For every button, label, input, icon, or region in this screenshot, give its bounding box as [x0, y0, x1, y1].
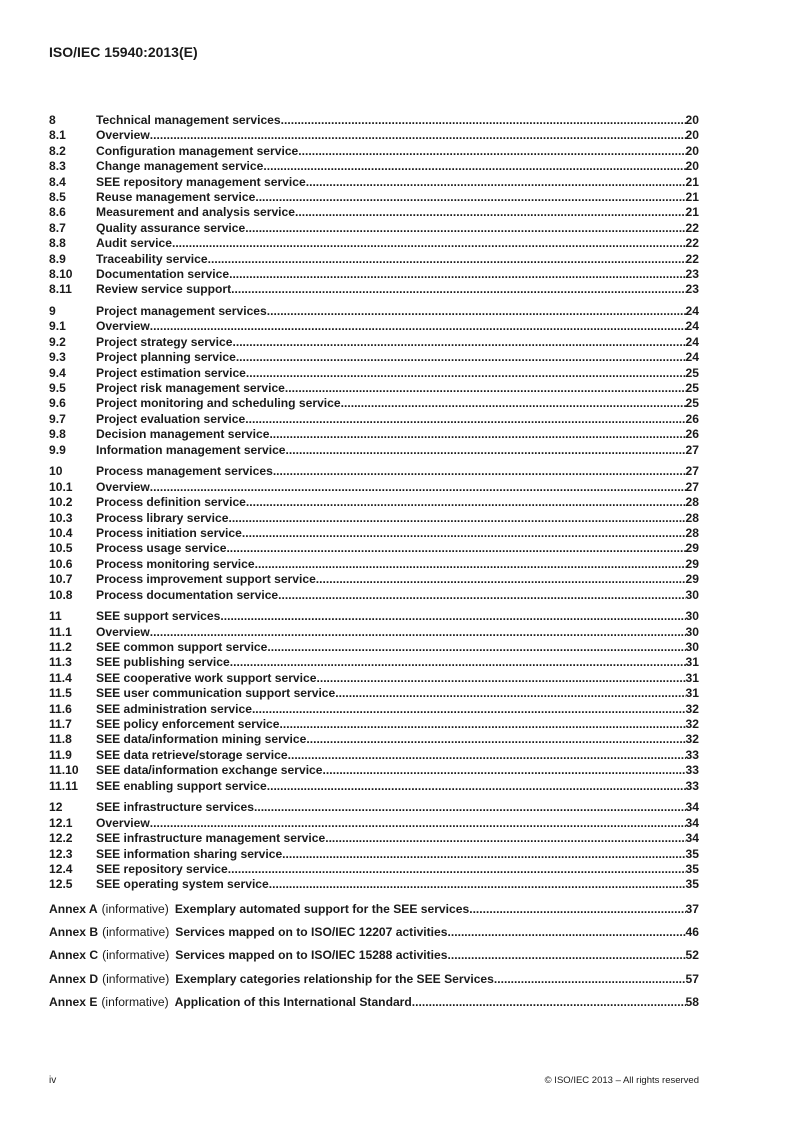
- dot-leader: [306, 732, 685, 747]
- toc-entry[interactable]: [49, 748, 699, 763]
- toc-entry-title: SEE common support service: [96, 640, 268, 655]
- toc-entry[interactable]: [49, 113, 699, 128]
- dot-leader: [335, 686, 685, 701]
- toc-entry-number: 11.5: [49, 686, 72, 701]
- toc-entry-number: 12.1: [49, 815, 73, 830]
- annex-label: Annex D: [49, 971, 99, 986]
- dot-leader: [316, 671, 685, 686]
- dot-leader: [448, 948, 686, 963]
- toc-entry[interactable]: [49, 702, 699, 717]
- toc-entry-page: 35: [685, 877, 699, 892]
- toc-entry-page: 22: [685, 220, 699, 235]
- dot-leader: [150, 128, 686, 143]
- toc-entry-number: 9.2: [49, 334, 66, 349]
- toc-entry[interactable]: [49, 267, 699, 282]
- toc-entry-title: SEE support services: [96, 609, 221, 624]
- dot-leader: [278, 588, 685, 603]
- dot-leader: [172, 236, 686, 251]
- toc-entry-page: 20: [685, 159, 699, 174]
- toc-entry[interactable]: [49, 236, 699, 251]
- toc-entry-title: SEE operating system service: [96, 877, 269, 892]
- annex-title: Exemplary automated support for the SEE services: [174, 902, 470, 916]
- toc-entry[interactable]: [49, 495, 699, 510]
- annex-page: 52: [685, 948, 699, 963]
- toc-entry-title: Project evaluation service: [96, 411, 246, 426]
- toc-entry-title: Process library service: [96, 510, 229, 525]
- toc-entry-title: Overview: [96, 624, 150, 639]
- dot-leader: [494, 972, 686, 987]
- annex-title: Services mapped on to ISO/IEC 12207 activities: [175, 925, 448, 940]
- toc-entry-title: Project estimation service: [96, 365, 246, 380]
- toc-entry-title: Overview: [96, 815, 150, 830]
- toc-entry-page: 26: [685, 427, 699, 442]
- annex-page: 37: [685, 902, 699, 916]
- toc-entry-page: 20: [685, 128, 699, 143]
- dot-leader: [232, 335, 685, 350]
- toc-entry-page: 27: [685, 464, 699, 479]
- toc-entry-title: Process initiation service: [96, 525, 242, 540]
- toc-entry-title: SEE repository management service: [96, 174, 306, 189]
- toc-entry[interactable]: [49, 541, 699, 556]
- toc-entry-number: 8.5: [49, 189, 66, 204]
- dot-leader: [245, 412, 685, 427]
- toc-entry-page: 24: [685, 350, 699, 365]
- toc-entry-number: 11.3: [49, 655, 72, 670]
- toc-entry-title: Quality assurance service: [96, 220, 246, 235]
- annex-page: 57: [685, 971, 699, 986]
- dot-leader: [267, 304, 686, 319]
- toc-entry[interactable]: [49, 831, 699, 846]
- toc-entry-number: 9: [49, 304, 56, 319]
- dot-leader: [306, 175, 686, 190]
- toc-entry-number: 11.4: [49, 670, 72, 685]
- dot-leader: [281, 113, 686, 128]
- toc-entry-title: Process improvement support service: [96, 572, 316, 587]
- toc-entry-title: SEE data/information exchange service: [96, 763, 323, 778]
- document-id-header: ISO/IEC 15940:2013(E): [49, 44, 198, 60]
- dot-leader: [150, 480, 686, 495]
- dot-leader: [323, 763, 686, 778]
- annex-title: Exemplary categories relationship for the SEE Services: [175, 971, 494, 986]
- toc-entry-page: 23: [685, 266, 699, 281]
- toc-entry-page: 21: [685, 174, 699, 189]
- dot-leader: [228, 511, 685, 526]
- toc-entry[interactable]: [49, 655, 699, 670]
- toc-entry[interactable]: [49, 640, 699, 655]
- toc-entry[interactable]: [49, 128, 699, 143]
- toc-entry-number: 9.7: [49, 411, 66, 426]
- toc-entry-title: SEE data retrieve/storage service: [96, 747, 288, 762]
- toc-entry-number: 11.8: [49, 732, 72, 747]
- dot-leader: [228, 862, 686, 877]
- toc-entry-page: 31: [685, 655, 699, 670]
- annex-type: (informative): [101, 994, 169, 1009]
- annex-type: (informative): [102, 925, 170, 940]
- toc-entry-page: 32: [685, 701, 699, 716]
- toc-entry[interactable]: [49, 800, 699, 815]
- annex-label: Annex B: [49, 925, 99, 940]
- toc-entry[interactable]: [49, 282, 699, 297]
- toc-entry-title: Project strategy service: [96, 334, 233, 349]
- toc-entry[interactable]: [49, 319, 699, 334]
- toc-entry-page: 34: [685, 831, 699, 846]
- toc-entry[interactable]: [49, 190, 699, 205]
- annex-entry[interactable]: [49, 902, 699, 925]
- dot-leader: [229, 267, 685, 282]
- dot-leader: [242, 526, 686, 541]
- toc-entry-page: 35: [685, 861, 699, 876]
- dot-leader: [231, 282, 685, 297]
- toc-entry-number: 10.3: [49, 510, 73, 525]
- toc-entry-number: 10.5: [49, 541, 73, 556]
- toc-entry-number: 10: [49, 464, 63, 479]
- toc-entry-number: 8.8: [49, 236, 66, 251]
- annex-page: 58: [685, 994, 699, 1009]
- dot-leader: [448, 925, 686, 940]
- annex-label: Annex E: [49, 994, 98, 1009]
- toc-entry-title: Project risk management service: [96, 381, 285, 396]
- dot-leader: [286, 443, 686, 458]
- toc-section-8: [49, 113, 699, 298]
- toc-entry-number: 8.10: [49, 266, 73, 281]
- toc-entry-title: Overview: [96, 128, 150, 143]
- toc-entry-number: 11.9: [49, 747, 72, 762]
- toc-entry[interactable]: [49, 557, 699, 572]
- toc-entry-number: 11.2: [49, 640, 72, 655]
- toc-entry-title: SEE data/information mining service: [96, 732, 307, 747]
- toc-entry-page: 25: [685, 381, 699, 396]
- toc-entry-page: 22: [685, 236, 699, 251]
- toc-entry-number: 8.2: [49, 143, 66, 158]
- toc-entry-number: 12.2: [49, 831, 73, 846]
- toc-entry[interactable]: [49, 732, 699, 747]
- toc-entry-number: 11.6: [49, 701, 72, 716]
- toc-entry-title: SEE information sharing service: [96, 846, 283, 861]
- dot-leader: [285, 381, 686, 396]
- annex-entry[interactable]: [49, 948, 699, 971]
- toc-entry[interactable]: [49, 144, 699, 159]
- dot-leader: [254, 800, 686, 815]
- toc-entry-page: 23: [685, 282, 699, 297]
- toc-entry[interactable]: [49, 304, 699, 319]
- toc-entry-number: 8.9: [49, 251, 66, 266]
- toc-entry-title: Project management services: [96, 304, 267, 319]
- dot-leader: [208, 252, 686, 267]
- toc-entry-number: 8.1: [49, 128, 66, 143]
- toc-entry-page: 26: [685, 411, 699, 426]
- toc-entry[interactable]: [49, 847, 699, 862]
- toc-entry-page: 34: [685, 800, 699, 815]
- toc-entry-title: Decision management service: [96, 427, 270, 442]
- toc-entry[interactable]: [49, 396, 699, 411]
- toc-entry-page: 31: [685, 686, 699, 701]
- toc-entry-number: 9.9: [49, 442, 66, 457]
- toc-entry-number: 8.11: [49, 282, 72, 297]
- toc-entry-number: 10.2: [49, 495, 73, 510]
- toc-entry[interactable]: [49, 572, 699, 587]
- toc-entry[interactable]: [49, 686, 699, 701]
- toc-entry-number: 9.6: [49, 396, 66, 411]
- toc-entry-title: Documentation service: [96, 266, 230, 281]
- toc-entry-number: 10.1: [49, 479, 73, 494]
- dot-leader: [267, 779, 686, 794]
- toc-entry-title: Review service support: [96, 282, 232, 297]
- toc-entry[interactable]: [49, 205, 699, 220]
- toc-entry-page: 29: [685, 541, 699, 556]
- toc-entry-page: 34: [685, 815, 699, 830]
- toc-entry-title: Technical management services: [96, 113, 281, 127]
- toc-entry-page: 31: [685, 670, 699, 685]
- toc-entry-page: 24: [685, 304, 699, 319]
- annex-title: Services mapped on to ISO/IEC 15288 activities: [175, 948, 448, 963]
- dot-leader: [298, 144, 685, 159]
- annex-entry[interactable]: [49, 972, 699, 995]
- toc-entry[interactable]: [49, 763, 699, 778]
- toc-entry-page: 25: [685, 396, 699, 411]
- toc-entry-page: 29: [685, 572, 699, 587]
- toc-entry[interactable]: [49, 443, 699, 458]
- toc-entry-page: 28: [685, 510, 699, 525]
- toc-entry-number: 11.1: [49, 624, 72, 639]
- toc-entry-number: 9.4: [49, 365, 66, 380]
- toc-section-10: [49, 464, 699, 603]
- dot-leader: [295, 205, 686, 220]
- toc-entry-page: 27: [685, 442, 699, 457]
- annex-label: Annex C: [49, 948, 99, 963]
- toc-entry-title: Reuse management service: [96, 189, 256, 204]
- toc-entry-number: 9.8: [49, 427, 66, 442]
- toc-entry-title: Configuration management service: [96, 143, 299, 158]
- dot-leader: [255, 190, 685, 205]
- toc-entry-title: Process usage service: [96, 541, 227, 556]
- dot-leader: [255, 557, 686, 572]
- toc-entry-title: Process documentation service: [96, 587, 279, 602]
- toc-entry[interactable]: [49, 464, 699, 479]
- toc-entry-title: Process monitoring service: [96, 556, 255, 571]
- dot-leader: [412, 995, 686, 1010]
- dot-leader: [273, 464, 686, 479]
- toc-entry-number: 11.7: [49, 717, 72, 732]
- toc-entry-number: 10.4: [49, 525, 73, 540]
- annex-type: (informative): [102, 971, 170, 986]
- toc-entry[interactable]: [49, 588, 699, 603]
- toc-entry-title: Overview: [96, 319, 150, 334]
- dot-leader: [267, 640, 685, 655]
- table-of-contents: [49, 113, 699, 899]
- toc-entry-page: 35: [685, 846, 699, 861]
- toc-entry[interactable]: [49, 625, 699, 640]
- toc-entry-page: 24: [685, 319, 699, 334]
- toc-entry-title: Overview: [96, 479, 150, 494]
- toc-entry-title: Process management services: [96, 464, 273, 479]
- toc-entry-title: SEE repository service: [96, 861, 228, 876]
- toc-entry-page: 22: [685, 251, 699, 266]
- toc-entry-title: Process definition service: [96, 495, 246, 510]
- annex-page: 46: [685, 925, 699, 940]
- dot-leader: [230, 655, 686, 670]
- dot-leader: [150, 816, 686, 831]
- page-number: iv: [49, 1075, 57, 1086]
- toc-entry-page: 20: [685, 143, 699, 158]
- toc-entry-page: 33: [685, 763, 699, 778]
- dot-leader: [316, 572, 686, 587]
- toc-entry-title: Traceability service: [96, 251, 208, 266]
- annex-type: (informative): [101, 902, 169, 916]
- toc-entry[interactable]: [49, 412, 699, 427]
- dot-leader: [245, 221, 685, 236]
- toc-entry-number: 12.5: [49, 877, 73, 892]
- toc-entry[interactable]: [49, 221, 699, 236]
- toc-entry[interactable]: [49, 671, 699, 686]
- toc-entry-number: 8.4: [49, 174, 66, 189]
- toc-entry-page: 20: [685, 113, 699, 127]
- toc-entry-page: 25: [685, 365, 699, 380]
- toc-entry[interactable]: [49, 877, 699, 892]
- toc-entry-title: Change management service: [96, 159, 264, 174]
- toc-entry[interactable]: [49, 350, 699, 365]
- dot-leader: [269, 427, 685, 442]
- toc-entry[interactable]: [49, 779, 699, 794]
- toc-entry-title: SEE policy enforcement service: [96, 717, 280, 732]
- dot-leader: [288, 748, 686, 763]
- toc-entry-title: SEE cooperative work support service: [96, 670, 317, 685]
- annex-title: Application of this International Standard: [174, 994, 412, 1009]
- toc-entry-number: 11: [49, 609, 62, 624]
- toc-entry-page: 32: [685, 717, 699, 732]
- toc-entry-number: 10.8: [49, 587, 73, 602]
- annex-entry[interactable]: [49, 925, 699, 948]
- toc-entry-page: 30: [685, 587, 699, 602]
- toc-entry-page: 33: [685, 778, 699, 793]
- toc-entry-title: Project planning service: [96, 350, 236, 365]
- dot-leader: [246, 495, 686, 510]
- toc-entry[interactable]: [49, 717, 699, 732]
- toc-entry-page: 30: [685, 624, 699, 639]
- toc-entry[interactable]: [49, 366, 699, 381]
- toc-entry-page: 21: [685, 189, 699, 204]
- toc-entry-page: 33: [685, 747, 699, 762]
- dot-leader: [236, 350, 686, 365]
- toc-entry-title: SEE enabling support service: [96, 778, 267, 793]
- toc-entry-page: 27: [685, 479, 699, 494]
- toc-entry-page: 32: [685, 732, 699, 747]
- annex-entry[interactable]: [49, 995, 699, 1018]
- toc-entry-title: SEE infrastructure management service: [96, 831, 326, 846]
- toc-entry-number: 8.7: [49, 220, 66, 235]
- dot-leader: [252, 702, 686, 717]
- dot-leader: [269, 877, 686, 892]
- dot-leader: [325, 831, 685, 846]
- toc-entry-number: 8.3: [49, 159, 66, 174]
- toc-entry-page: 30: [685, 640, 699, 655]
- toc-entry-number: 12.4: [49, 861, 73, 876]
- toc-entry-page: 24: [685, 334, 699, 349]
- toc-entry[interactable]: [49, 862, 699, 877]
- toc-entry-page: 28: [685, 525, 699, 540]
- dot-leader: [282, 847, 685, 862]
- toc-entry-title: Information management service: [96, 442, 286, 457]
- toc-section-9: [49, 304, 699, 458]
- toc-entry-number: 8.6: [49, 205, 66, 220]
- toc-entry-page: 29: [685, 556, 699, 571]
- toc-entry[interactable]: [49, 816, 699, 831]
- toc-entry-number: 11.11: [49, 778, 78, 793]
- toc-entry-page: 30: [685, 609, 699, 624]
- toc-entry-title: SEE publishing service: [96, 655, 230, 670]
- toc-entry-title: Project monitoring and scheduling service: [96, 396, 341, 411]
- toc-entry-title: SEE user communication support service: [96, 686, 336, 701]
- toc-entry-title: SEE infrastructure services: [96, 800, 254, 815]
- toc-entry-title: Measurement and analysis service: [96, 205, 295, 220]
- toc-entry[interactable]: [49, 252, 699, 267]
- toc-entry[interactable]: [49, 511, 699, 526]
- annex-list: [49, 902, 699, 1018]
- toc-entry-number: 8: [49, 113, 56, 127]
- toc-entry-page: 28: [685, 495, 699, 510]
- toc-entry-title: Audit service: [96, 236, 172, 251]
- dot-leader: [263, 159, 685, 174]
- toc-entry[interactable]: [49, 335, 699, 350]
- toc-entry[interactable]: [49, 609, 699, 624]
- toc-entry[interactable]: [49, 480, 699, 495]
- dot-leader: [226, 541, 685, 556]
- toc-entry[interactable]: [49, 526, 699, 541]
- toc-entry-number: 9.3: [49, 350, 66, 365]
- dot-leader: [150, 625, 686, 640]
- toc-entry-title: SEE administration service: [96, 701, 252, 716]
- toc-section-11: [49, 609, 699, 794]
- copyright-notice: © ISO/IEC 2013 – All rights reserved: [544, 1075, 699, 1086]
- toc-entry[interactable]: [49, 381, 699, 396]
- toc-entry-number: 9.1: [49, 319, 66, 334]
- toc-entry[interactable]: [49, 427, 699, 442]
- dot-leader: [246, 366, 686, 381]
- toc-entry-number: 12: [49, 800, 63, 815]
- toc-section-12: [49, 800, 699, 892]
- toc-entry-number: 10.6: [49, 556, 73, 571]
- toc-entry-number: 9.5: [49, 381, 66, 396]
- dot-leader: [280, 717, 686, 732]
- dot-leader: [150, 319, 686, 334]
- toc-entry-number: 10.7: [49, 572, 73, 587]
- annex-type: (informative): [102, 948, 170, 963]
- dot-leader: [469, 902, 685, 917]
- toc-entry-number: 12.3: [49, 846, 73, 861]
- toc-entry-page: 21: [685, 205, 699, 220]
- toc-entry-number: 11.10: [49, 763, 79, 778]
- toc-entry[interactable]: [49, 159, 699, 174]
- dot-leader: [220, 609, 685, 624]
- toc-entry[interactable]: [49, 175, 699, 190]
- dot-leader: [341, 396, 686, 411]
- annex-label: Annex A: [49, 902, 98, 916]
